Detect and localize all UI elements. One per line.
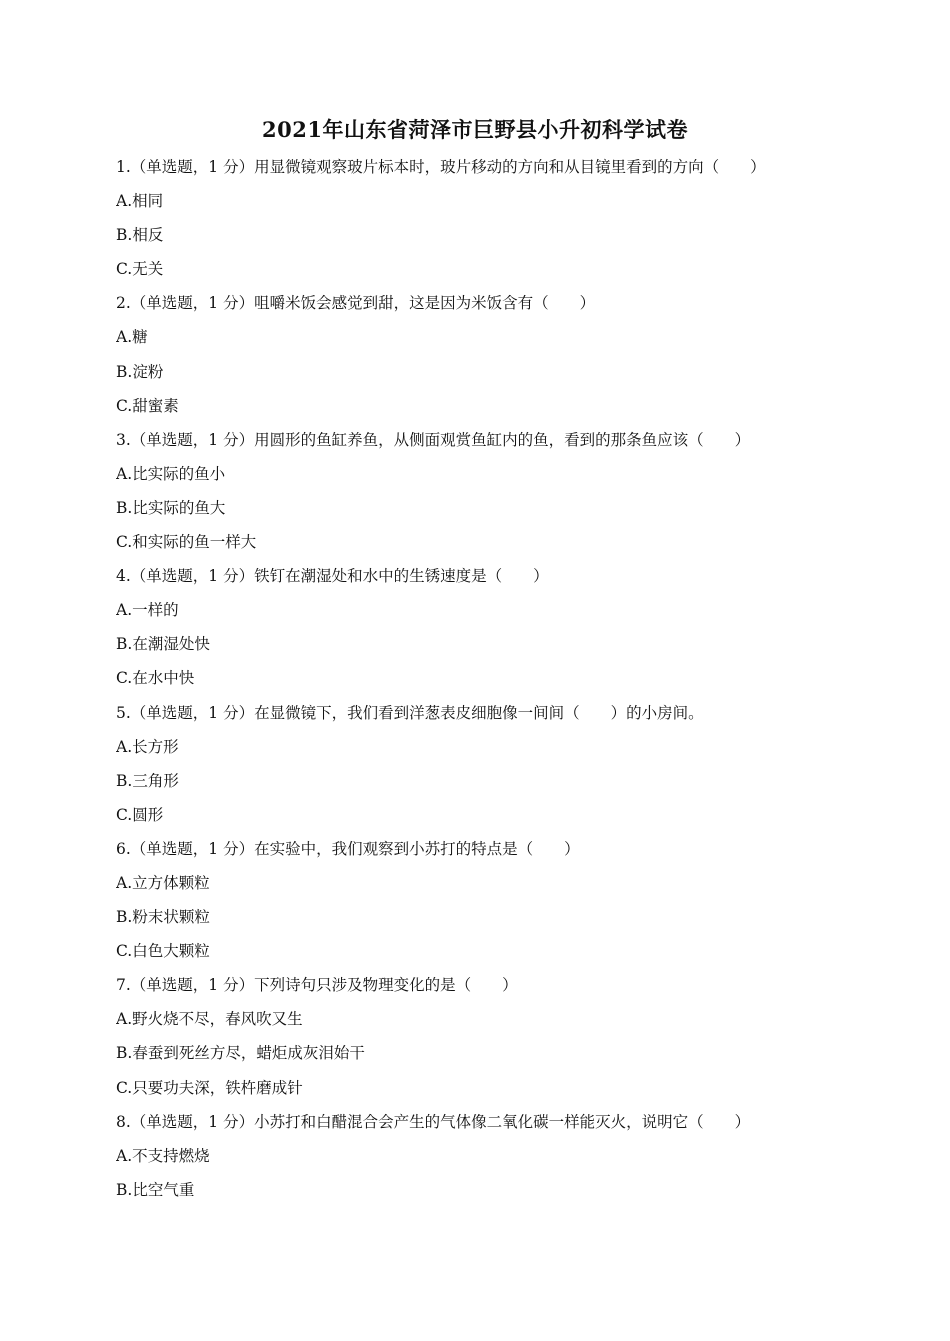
question-8 (116, 1105, 856, 1207)
question-stem: 8.（单选题，1 分）小苏打和白醋混合会产生的气体像二氧化碳一样能灭火，说明它（ ） (116, 1112, 751, 1131)
question-stem: 2.（单选题，1 分）咀嚼米饭会感觉到甜，这是因为米饭含有（ ） (116, 294, 596, 313)
question-stem: 6.（单选题，1 分）在实验中，我们观察到小苏打的特点是（ ） (116, 839, 580, 858)
option-b: B.三角形 (116, 771, 179, 790)
option-a: A.比实际的鱼小 (116, 464, 226, 483)
question-7 (116, 968, 856, 1104)
option-b: B.粉末状颗粒 (116, 908, 210, 927)
question-stem: 7.（单选题，1 分）下列诗句只涉及物理变化的是（ ） (116, 976, 518, 995)
option-a: A.野火烧不尽，春风吹又生 (116, 1010, 303, 1029)
question-2 (116, 286, 856, 422)
option-b: B.在潮湿处快 (116, 635, 210, 654)
question-3 (116, 423, 856, 559)
question-4 (116, 559, 856, 695)
option-b: B.春蚕到死丝方尽，蜡炬成灰泪始干 (116, 1044, 365, 1063)
option-c: C.无关 (116, 260, 164, 279)
option-b: B.相反 (116, 226, 164, 245)
option-a: A.立方体颗粒 (116, 873, 210, 892)
option-b: B.比空气重 (116, 1180, 195, 1199)
option-b: B.比实际的鱼大 (116, 498, 226, 517)
option-a: A.相同 (116, 192, 164, 211)
question-stem: 3.（单选题，1 分）用圆形的鱼缸养鱼，从侧面观赏鱼缸内的鱼，看到的那条鱼应该（ ） (116, 430, 751, 449)
option-c: C.白色大颗粒 (116, 942, 210, 961)
option-c: C.在水中快 (116, 669, 195, 688)
option-c: C.只要功夫深，铁杵磨成针 (116, 1078, 303, 1097)
option-c: C.和实际的鱼一样大 (116, 533, 257, 552)
question-stem: 4.（单选题，1 分）铁钉在潮湿处和水中的生锈速度是（ ） (116, 567, 549, 586)
option-c: C.圆形 (116, 805, 164, 824)
question-stem: 1.（单选题，1 分）用显微镜观察玻片标本时，玻片移动的方向和从目镜里看到的方向（ ） (116, 158, 766, 176)
option-a: A.长方形 (116, 737, 179, 756)
question-1 (116, 150, 856, 286)
question-list (116, 150, 856, 1207)
option-a: A.糖 (116, 328, 148, 347)
option-c: C.甜蜜素 (116, 396, 179, 415)
question-6 (116, 832, 856, 968)
question-stem: 5.（单选题，1 分）在显微镜下，我们看到洋葱表皮细胞像一间间（ ）的小房间。 (116, 703, 704, 722)
option-a: A.一样的 (116, 601, 179, 620)
option-a: A.不支持燃烧 (116, 1146, 210, 1165)
page-title: 2021年山东省菏泽市巨野县小升初科学试卷 (262, 117, 688, 142)
option-b: B.淀粉 (116, 362, 164, 381)
question-5 (116, 696, 856, 832)
